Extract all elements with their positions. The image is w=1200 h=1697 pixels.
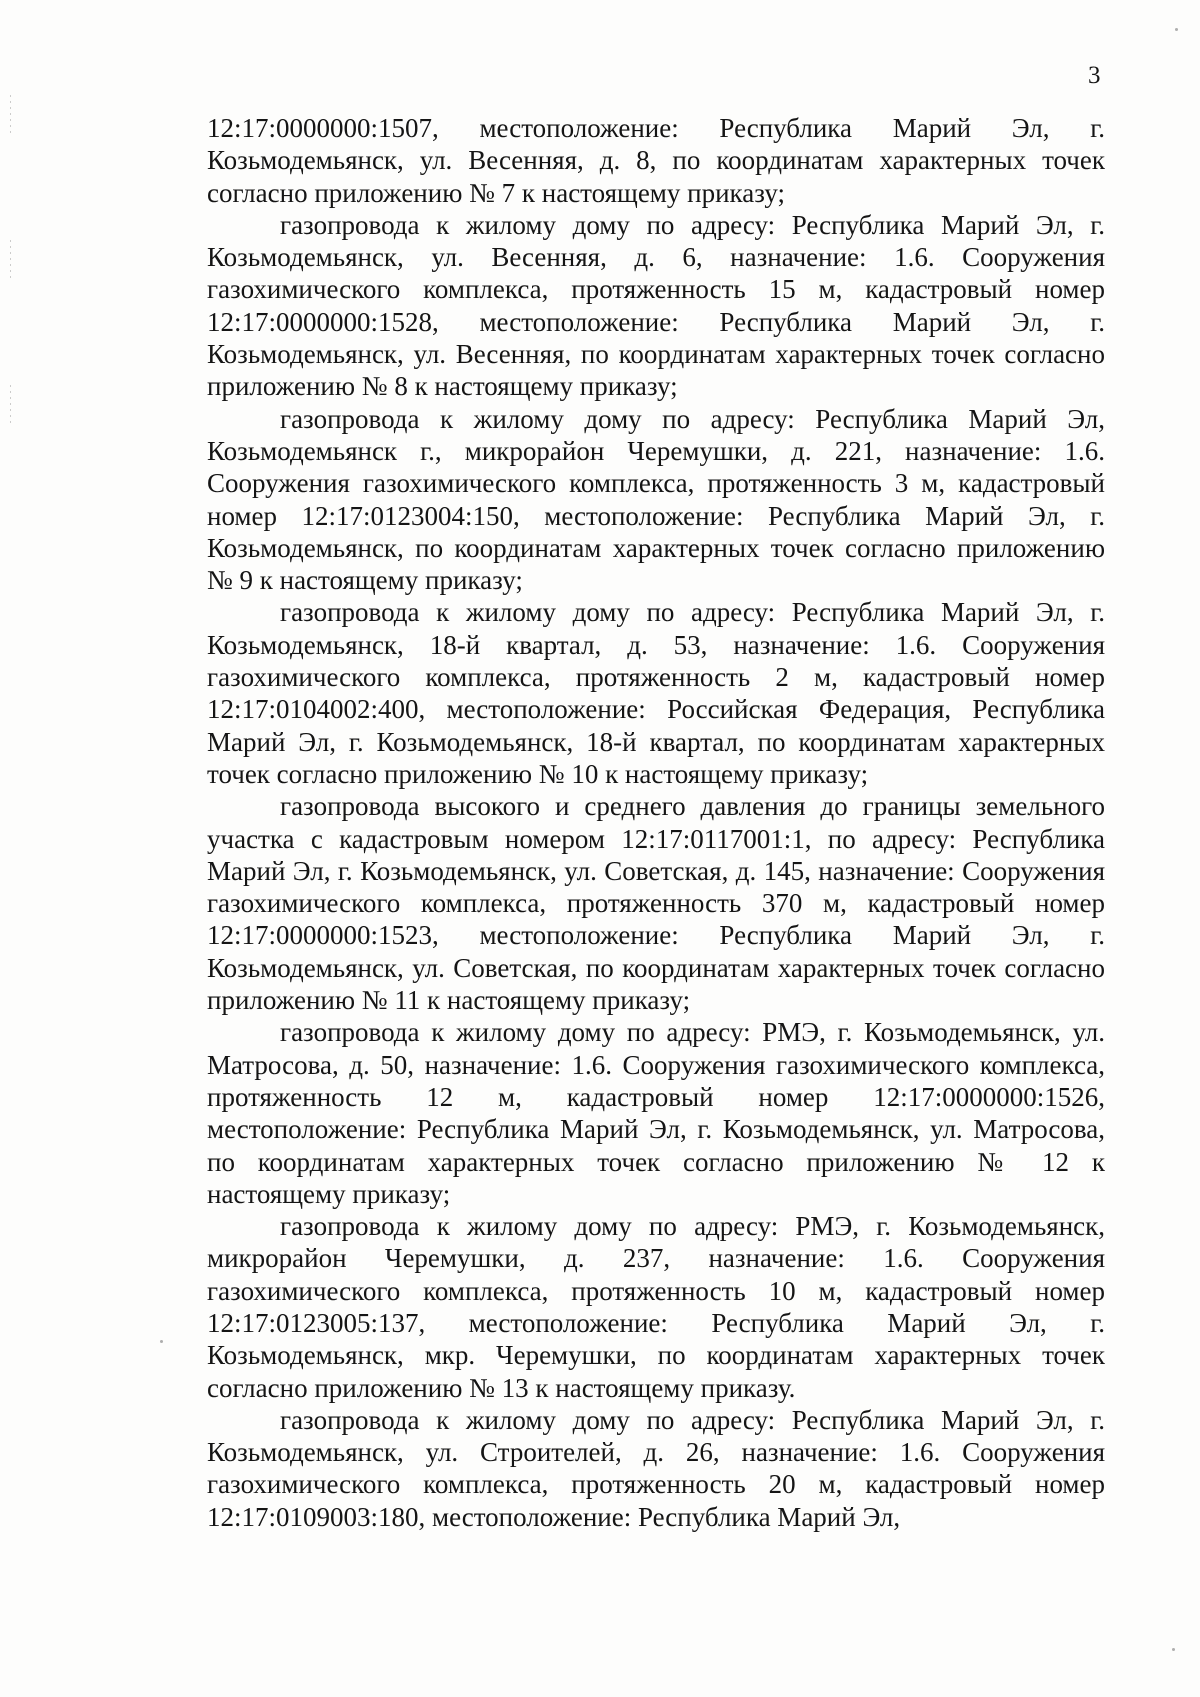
scan-edge-mark <box>10 240 11 280</box>
scan-edge-mark <box>10 95 11 135</box>
paragraph: газопровода к жилому дому по адресу: Республика Марий Эл, г. Козьмодемьянск, ул. Весенняя, д. 6, назначение: 1.6. Сооружения газохимического комплекса, протяженность 15 м, кадастровый номер 12:17:0000000:1528, местоположение: Республика Марий Эл, г. Козьмодемьянск, ул. Весенняя, по координатам характерных точек согласно приложению № 8 к настоящему приказу; <box>207 209 1105 402</box>
scan-speck <box>160 1340 163 1343</box>
page-number: 3 <box>1088 62 1101 89</box>
paragraph: газопровода к жилому дому по адресу: Республика Марий Эл, г. Козьмодемьянск, 18-й квартал, д. 53, назначение: 1.6. Сооружения газохимического комплекса, протяженность 2 м, кадастровый номер 12:17:0104002:400, местоположение: Российская Федерация, Республика Марий Эл, г. Козьмодемьянск, 18-й квартал, по координатам характерных точек согласно приложению № 10 к настоящему приказу; <box>207 597 1105 789</box>
paragraph: 12:17:0000000:1507, местоположение: Республика Марий Эл, г. Козьмодемьянск, ул. Весенняя, д. 8, по координатам характерных точек согласно приложению № 7 к настоящему приказу; <box>207 113 1105 208</box>
paragraph: газопровода к жилому дому по адресу: РМЭ, г. Козьмодемьянск, микрорайон Черемушки, д. 237, назначение: 1.6. Сооружения газохимического комплекса, протяженность 10 м, кадастровый номер 12:17:0123005:137, местоположение: Республика Марий Эл, г. Козьмодемьянск, мкр. Черемушки, по координатам характерных точек согласно приложению № 13 к настоящему приказу. <box>207 1211 1105 1403</box>
scan-speck <box>1175 28 1178 31</box>
paragraph: газопровода к жилому дому по адресу: Республика Марий Эл, Козьмодемьянск г., микрорайон Черемушки, д. 221, назначение: 1.6. Сооружения газохимического комплекса, протяженность 3 м, кадастровый номер 12:17:0123004:150, местоположение: Республика Марий Эл, г. Козьмодемьянск, по координатам характерных точек согласно приложению № 9 к настоящему приказу; <box>207 403 1105 596</box>
paragraph: газопровода высокого и среднего давления до границы земельного участка с кадастровым номером 12:17:0117001:1, по адресу: Республика Марий Эл, г. Козьмодемьянск, ул. Советская, д. 145, назначение: Сооружения газохимического комплекса, протяженность 370 м, кадастровый номер 12:17:0000000:1523, местоположение: Республика Марий Эл, г. Козьмодемьянск, ул. Советская, по координатам характерных точек согласно приложению № 11 к настоящему приказу; <box>207 791 1105 1016</box>
paragraph: газопровода к жилому дому по адресу: РМЭ, г. Козьмодемьянск, ул. Матросова, д. 50, назначение: 1.6. Сооружения газохимического комплекса, протяженность 12 м, кадастровый номер 12:17:0000000:1526, местоположение: Республика Марий Эл, г. Козьмодемьянск, ул. Матросова, по координатам характерных точек согласно приложению № 12 к настоящему приказу; <box>207 1017 1105 1209</box>
scan-edge-mark <box>10 385 11 425</box>
document-body <box>207 112 1105 1533</box>
paragraph: газопровода к жилому дому по адресу: Республика Марий Эл, г. Козьмодемьянск, ул. Строителей, д. 26, назначение: 1.6. Сооружения газохимического комплекса, протяженность 20 м, кадастровый номер 12:17:0109003:180, местоположение: Республика Марий Эл, <box>207 1404 1105 1532</box>
scan-speck <box>1172 1648 1175 1651</box>
